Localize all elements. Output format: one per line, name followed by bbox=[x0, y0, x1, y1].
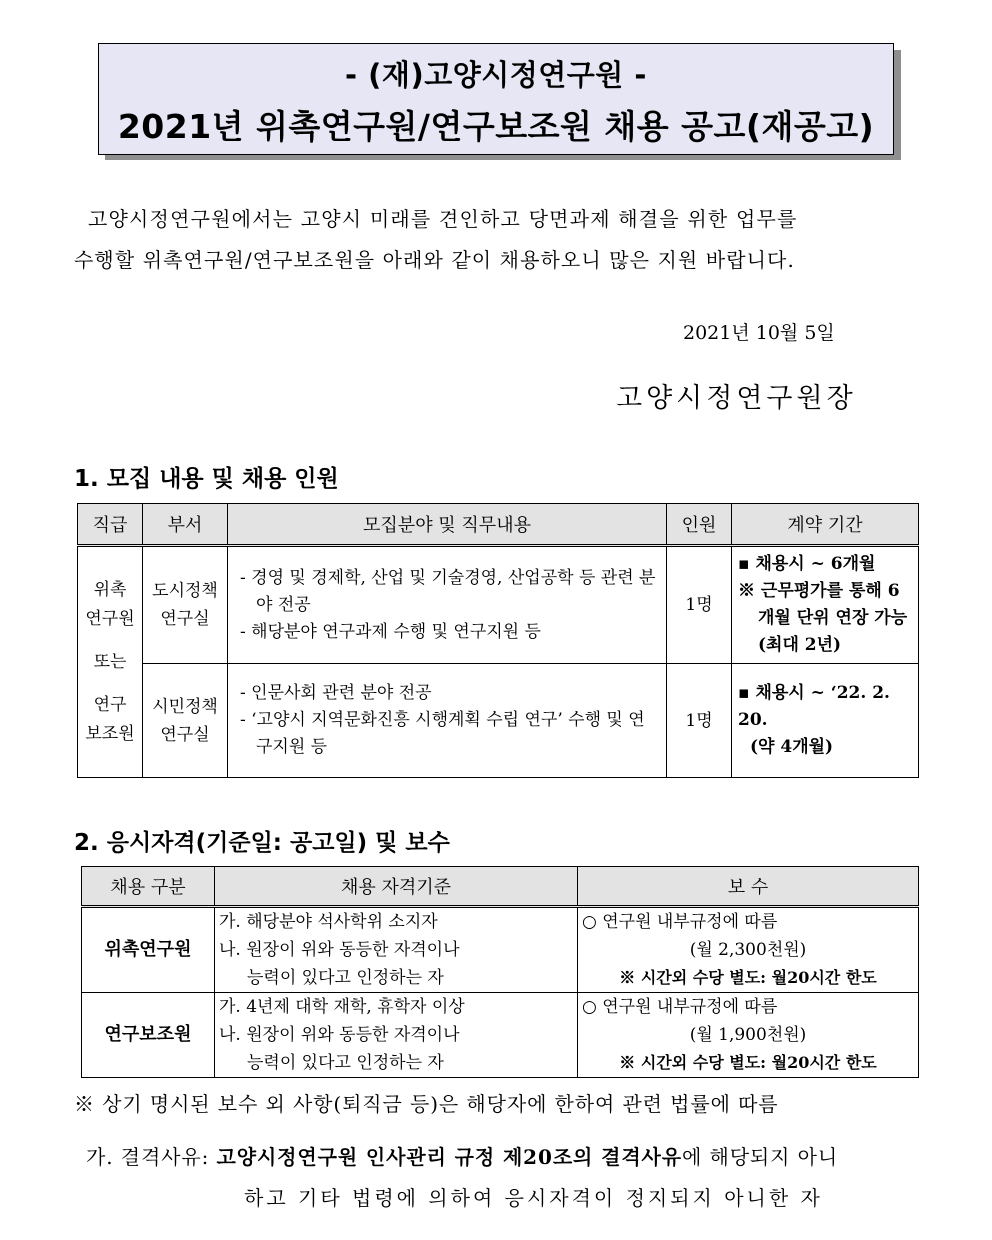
term-cell bbox=[732, 546, 919, 664]
qualification-cell bbox=[215, 907, 578, 993]
term-item: ▪ 채용시 ~ ‘22. 2. 20. bbox=[738, 683, 890, 730]
table-row bbox=[78, 664, 919, 778]
table-row bbox=[78, 546, 919, 664]
table-row bbox=[82, 993, 919, 1078]
qualification-item: 나. 원장이 위와 동등한 자격이나 bbox=[219, 1025, 460, 1045]
disqualification-line-2: 하고 기타 법령에 의하여 응시자격이 정지되지 아니한 자 bbox=[244, 1186, 823, 1210]
disqualification-suffix: 에 해당되지 아니 bbox=[682, 1145, 839, 1169]
pay-note: ※ 시간외 수당 별도: 월20시간 한도 bbox=[619, 968, 877, 987]
header-rank: 직급 bbox=[78, 504, 143, 546]
duty-cell bbox=[228, 664, 667, 778]
header-pay: 보 수 bbox=[578, 867, 919, 907]
qualification-cell bbox=[215, 993, 578, 1078]
notice-title: 2021년 위촉연구원/연구보조원 채용 공고(재공고) bbox=[117, 107, 875, 146]
qualification-item: 능력이 있다고 인정하는 자 bbox=[247, 1053, 444, 1073]
header-count: 인원 bbox=[667, 504, 732, 546]
dept-text: 연구실 bbox=[160, 609, 210, 629]
header-duty: 모집분야 및 직무내용 bbox=[228, 504, 667, 546]
intro-line-2: 수행할 위촉연구원/연구보조원을 아래와 같이 채용하오니 많은 지원 바랍니다. bbox=[74, 248, 795, 272]
header-dept: 부서 bbox=[143, 504, 228, 546]
disqualification-prefix: 가. 결격사유: bbox=[86, 1145, 217, 1169]
rank-text: 또는 bbox=[93, 651, 127, 672]
intro-paragraph bbox=[74, 199, 922, 281]
pay-footnote: ※ 상기 명시된 보수 외 사항(퇴직금 등)은 해당자에 한하여 관련 법률에 따름 bbox=[74, 1092, 779, 1116]
qualification-table-header bbox=[82, 867, 919, 907]
duty-item: - 해당분야 연구과제 수행 및 연구지원 등 bbox=[240, 621, 541, 642]
category-cell: 연구보조원 bbox=[82, 993, 215, 1078]
org-title: - (재)고양시정연구원 - bbox=[345, 58, 647, 92]
notice-date: 2021년 10월 5일 bbox=[683, 322, 835, 344]
recruitment-table-header bbox=[78, 504, 919, 546]
duty-item: - 경영 및 경제학, 산업 및 기술경영, 산업공학 등 관련 분야 전공 bbox=[240, 567, 656, 615]
term-cell bbox=[732, 664, 919, 778]
dept-text: 연구실 bbox=[160, 724, 210, 745]
term-note: (약 4개월) bbox=[750, 737, 834, 757]
count-cell: 1명 bbox=[667, 546, 732, 664]
section1-heading: 1. 모집 내용 및 채용 인원 bbox=[74, 466, 339, 492]
pay-amount: (월 1,900천원) bbox=[689, 1025, 807, 1045]
disqualification-line-1 bbox=[86, 1137, 838, 1178]
section2-heading: 2. 응시자격(기준일: 공고일) 및 보수 bbox=[74, 830, 450, 856]
intro-line-1: 고양시정연구원에서는 고양시 미래를 견인하고 당면과제 해결을 위한 업무를 bbox=[88, 207, 798, 231]
duty-cell bbox=[228, 546, 667, 664]
pay-cell bbox=[578, 993, 919, 1078]
pay-item: ○ 연구원 내부규정에 따름 bbox=[582, 997, 778, 1017]
dept-cell bbox=[143, 664, 228, 778]
count-cell: 1명 bbox=[667, 664, 732, 778]
rank-cell bbox=[78, 546, 143, 778]
dept-text: 시민정책 bbox=[152, 696, 218, 717]
qualification-item: 가. 4년제 대학 재학, 휴학자 이상 bbox=[219, 997, 465, 1017]
qualification-item: 능력이 있다고 인정하는 자 bbox=[247, 968, 444, 988]
pay-cell bbox=[578, 907, 919, 993]
header-qualification: 채용 자격기준 bbox=[215, 867, 578, 907]
rank-text: 연구 bbox=[93, 694, 127, 715]
dept-text: 도시정책 bbox=[152, 581, 218, 601]
disqualification-rule: 고양시정연구원 인사관리 규정 제20조의 결격사유 bbox=[216, 1145, 682, 1169]
rank-text: 연구원 bbox=[85, 608, 135, 629]
qualification-item: 가. 해당분야 석사학위 소지자 bbox=[219, 912, 438, 932]
header-category: 채용 구분 bbox=[82, 867, 215, 907]
title-box bbox=[98, 43, 894, 155]
dept-cell bbox=[143, 546, 228, 664]
pay-note: ※ 시간외 수당 별도: 월20시간 한도 bbox=[619, 1053, 877, 1072]
rank-text: 보조원 bbox=[85, 723, 135, 744]
table-row bbox=[82, 907, 919, 993]
qualification-item: 나. 원장이 위와 동등한 자격이나 bbox=[219, 940, 460, 960]
rank-text: 위촉 bbox=[93, 579, 127, 600]
category-cell: 위촉연구원 bbox=[82, 907, 215, 993]
header-term: 계약 기간 bbox=[732, 504, 919, 546]
disqualification-clause bbox=[86, 1137, 838, 1219]
pay-amount: (월 2,300천원) bbox=[689, 940, 807, 960]
qualification-table bbox=[81, 866, 919, 1078]
term-note: ※ 근무평가를 통해 6개월 단위 연장 가능(최대 2년) bbox=[738, 581, 908, 655]
term-item: ▪ 채용시 ~ 6개월 bbox=[738, 554, 876, 574]
pay-item: ○ 연구원 내부규정에 따름 bbox=[582, 912, 778, 932]
duty-item: - ‘고양시 지역문화진흥 시행계획 수립 연구’ 수행 및 연구지원 등 bbox=[240, 710, 645, 757]
recruitment-table bbox=[77, 503, 919, 778]
duty-item: - 인문사회 관련 분야 전공 bbox=[240, 683, 432, 703]
signer: 고양시정연구원장 bbox=[616, 383, 857, 414]
